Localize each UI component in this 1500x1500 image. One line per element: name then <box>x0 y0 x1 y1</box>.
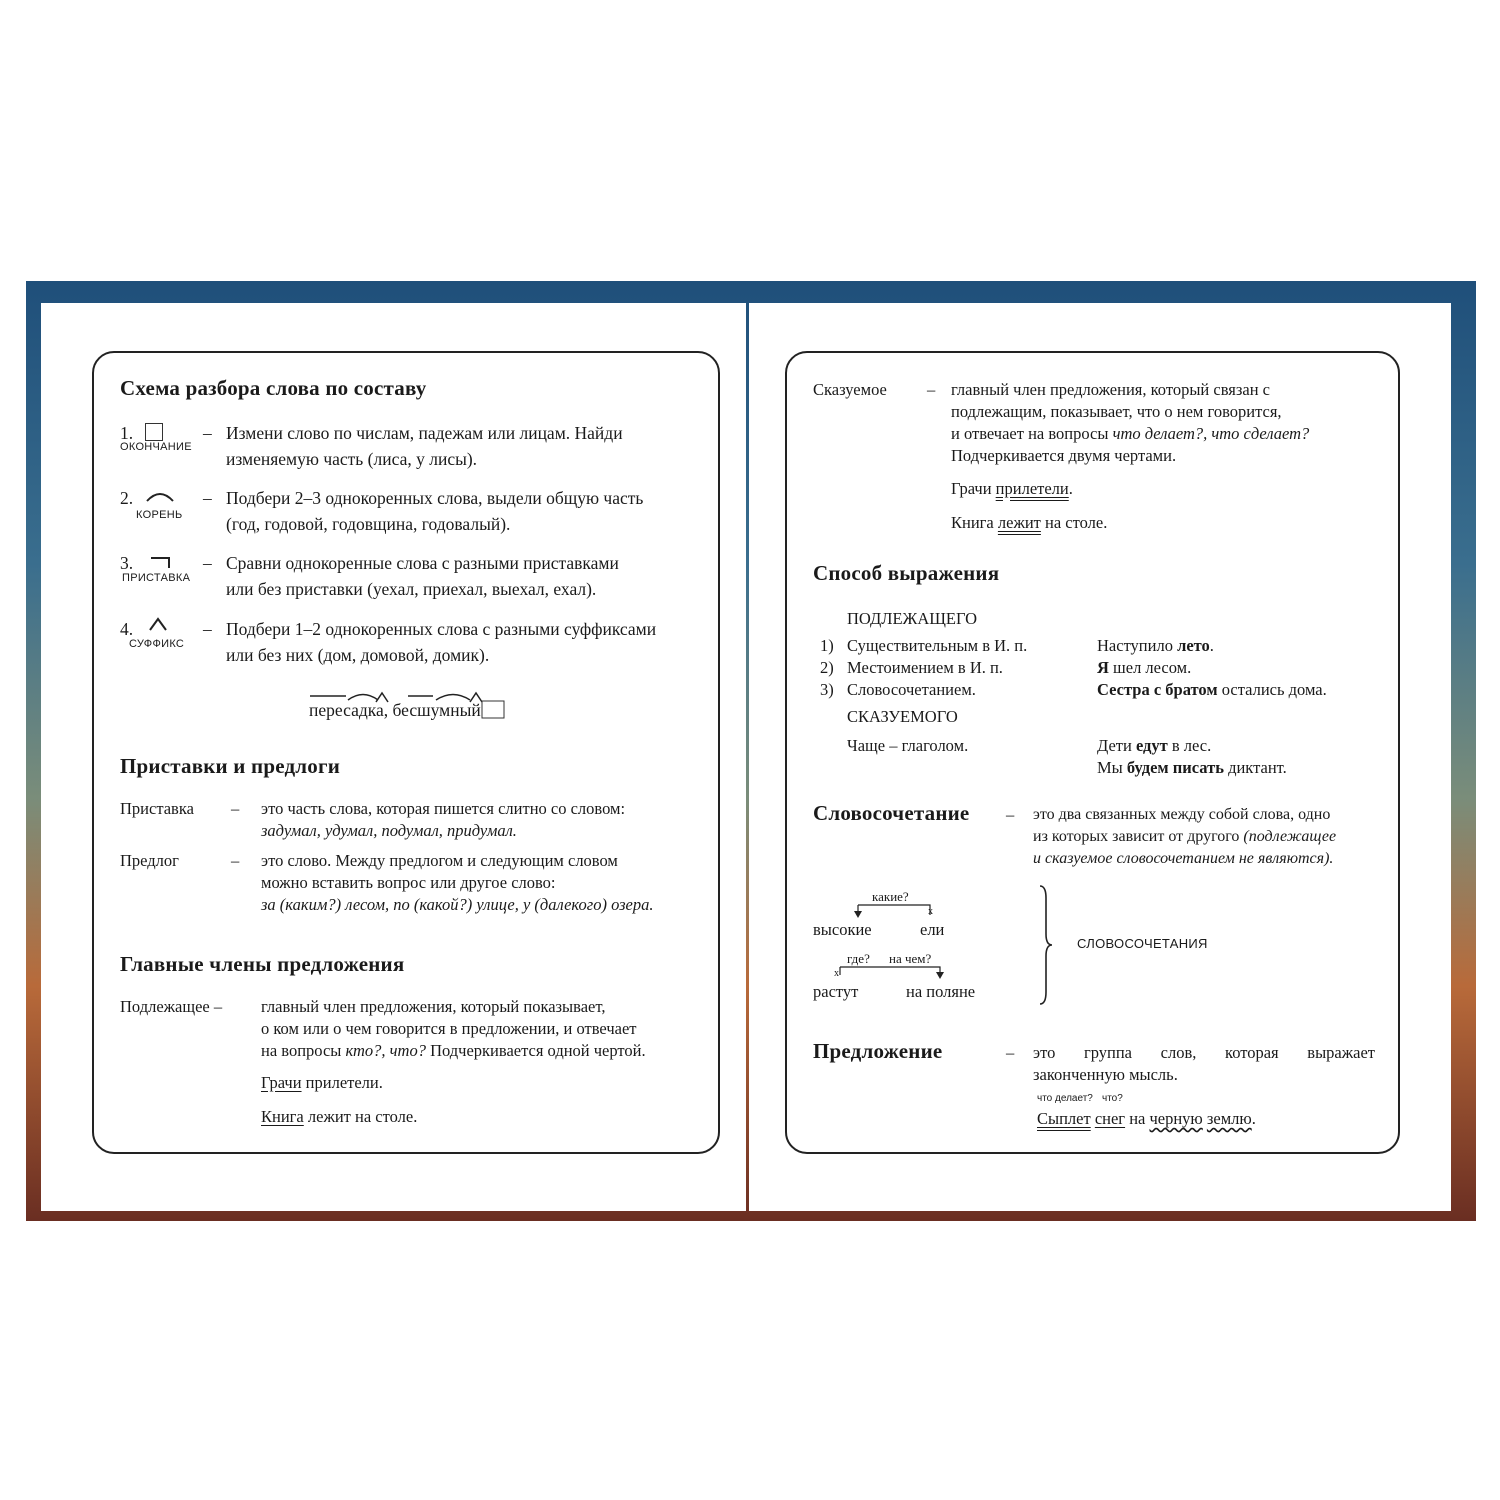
heading-expression: Способ выражения <box>813 561 1000 585</box>
diagram-2-word-2: на поляне <box>906 982 976 1001</box>
step-1-dash: – <box>203 423 212 443</box>
predicate-way: Чаще – глаголом. <box>847 736 969 755</box>
subject-example-2: Книга лежит на столе. <box>261 1107 418 1126</box>
phrase-def-line1: это два связанных между собой слова, одно <box>1033 806 1331 823</box>
preposition-term: Предлог <box>120 851 179 870</box>
step-4-line2: или без них (дом, домовой, домик). <box>226 645 490 665</box>
predicate-heading: СКАЗУЕМОГО <box>847 707 958 726</box>
heading-sentence: Предложение <box>813 1039 943 1063</box>
sentence-example: Сыплет снег на черную землю. <box>1037 1109 1256 1128</box>
prefix-examples: задумал, удумал, подумал, придумал. <box>261 821 517 840</box>
heading-main-parts: Главные члены предложения <box>120 952 405 976</box>
example-words: пересадка, бесшумный <box>309 700 481 720</box>
sentence-question-2: что? <box>1102 1093 1123 1104</box>
way-2-number: 2) <box>820 658 834 677</box>
way-3-number: 3) <box>820 680 834 699</box>
step-3-dash: – <box>203 553 212 573</box>
subject-def-line1: главный член предложения, который показывает, <box>261 997 606 1016</box>
predicate-def-line2: подлежащим, показывает, что о нем говорится, <box>951 402 1282 421</box>
preposition-def-line2: можно вставить вопрос или другое слово: <box>261 873 556 892</box>
ending-icon <box>145 423 163 441</box>
predicate-term: Сказуемое <box>813 380 887 399</box>
subject-example-1: Грачи прилетели. <box>261 1073 383 1092</box>
subject-term: Подлежащее – <box>120 997 223 1016</box>
step-3-number: 3. <box>120 553 134 573</box>
predicate-way-example-2: Мы будем писать диктант. <box>1097 758 1287 777</box>
sentence-dash: – <box>1006 1043 1015 1062</box>
prefix-dash: – <box>231 799 240 818</box>
step-1-number: 1. <box>120 420 163 446</box>
step-1-label: ОКОНЧАНИЕ <box>120 441 192 453</box>
diagram-1-question: какие? <box>872 889 909 904</box>
predicate-def-line1: главный член предложения, который связан с <box>951 380 1270 399</box>
sentence-def-line1: это группа слов, которая выражает <box>1033 1043 1375 1062</box>
step-4-number: 4. <box>120 619 134 639</box>
step-2-label: КОРЕНЬ <box>136 509 183 521</box>
prefix-definition: это часть слова, которая пишется слитно со словом: <box>261 799 626 818</box>
step-4-dash: – <box>203 619 212 639</box>
phrase-dash: – <box>1006 805 1015 824</box>
phrase-def-line2: из которых зависит от другого (подлежащее <box>1033 828 1337 845</box>
step-4-line1: Подбери 1–2 однокоренных слова с разными суффиксами <box>226 619 657 639</box>
prefix-mark-icon <box>150 556 172 570</box>
way-2-text: Местоимением в И. п. <box>847 658 1003 677</box>
step-2-line1: Подбери 2–3 однокоренных слова, выдели общую часть <box>226 488 644 508</box>
way-2-example: Я шел лесом. <box>1097 658 1192 677</box>
predicate-example-2: Книга лежит на столе. <box>951 513 1108 532</box>
sentence-def-line2: законченную мысль. <box>1033 1065 1178 1084</box>
preposition-dash: – <box>231 851 240 870</box>
way-3-text: Словосочетанием. <box>847 680 976 699</box>
way-1-number: 1) <box>820 636 834 655</box>
predicate-example-1: Грачи прилетели. <box>951 479 1073 498</box>
phrase-def-line3: и сказуемое словосочетанием не являются). <box>1033 850 1334 867</box>
diagram-2-mark: x <box>834 968 839 979</box>
step-4-label: СУФФИКС <box>129 638 185 650</box>
root-arc-icon <box>145 489 175 503</box>
step-1-line2: изменяемую часть (лиса, у лисы). <box>226 449 478 469</box>
suffix-caret-icon <box>148 616 168 632</box>
subject-heading: ПОДЛЕЖАЩЕГО <box>847 609 978 628</box>
way-1-example: Наступило лето. <box>1097 636 1214 655</box>
step-2-line2: (год, годовой, годовщина, годовалый). <box>226 514 511 534</box>
heading-phrase: Словосочетание <box>813 801 970 825</box>
preposition-def-line1: это слово. Между предлогом и следующим словом <box>261 851 618 870</box>
diagram-1-word-2: ели <box>920 920 945 939</box>
step-3-label: ПРИСТАВКА <box>122 572 191 584</box>
predicate-def-line4: Подчеркивается двумя чертами. <box>951 446 1177 465</box>
curly-brace-icon <box>1036 884 1054 1006</box>
diagram-2-question-1: где? <box>847 951 870 966</box>
step-2-number: 2. <box>120 488 134 508</box>
heading-word-analysis: Схема разбора слова по составу <box>120 376 427 400</box>
diagram-2-word-1: растут <box>813 982 859 1001</box>
heading-prefixes: Приставки и предлоги <box>120 754 341 778</box>
predicate-def-line3: и отвечает на вопросы что делает?, что сделает? <box>951 424 1310 443</box>
preposition-examples: за (каким?) лесом, по (какой?) улице, у (далекого) озера. <box>261 895 654 914</box>
prefix-term: Приставка <box>120 799 194 818</box>
diagram-1-word-1: высокие <box>813 920 872 939</box>
way-3-example: Сестра с братом остались дома. <box>1097 680 1327 699</box>
predicate-dash: – <box>927 380 936 399</box>
phrases-label: СЛОВОСОЧЕТАНИЯ <box>1077 936 1208 951</box>
predicate-way-example-1: Дети едут в лес. <box>1097 736 1212 755</box>
diagram-2-question-2: на чем? <box>889 951 932 966</box>
step-1-line1: Измени слово по числам, падежам или лицам. Найди <box>226 423 623 443</box>
sentence-question-1: что делает? <box>1037 1093 1093 1104</box>
step-3-line1: Сравни однокоренные слова с разными приставками <box>226 553 619 573</box>
subject-def-line2: о ком или о чем говорится в предложении, и отвечает <box>261 1019 637 1038</box>
diagram-1-mark: x <box>928 906 933 917</box>
step-3-line2: или без приставки (уехал, приехал, выехал, ехал). <box>226 579 597 599</box>
step-2-dash: – <box>203 488 212 508</box>
way-1-text: Существительным в И. п. <box>847 636 1028 655</box>
subject-def-line3: на вопросы кто?, что? Подчеркивается одной чертой. <box>261 1041 646 1060</box>
